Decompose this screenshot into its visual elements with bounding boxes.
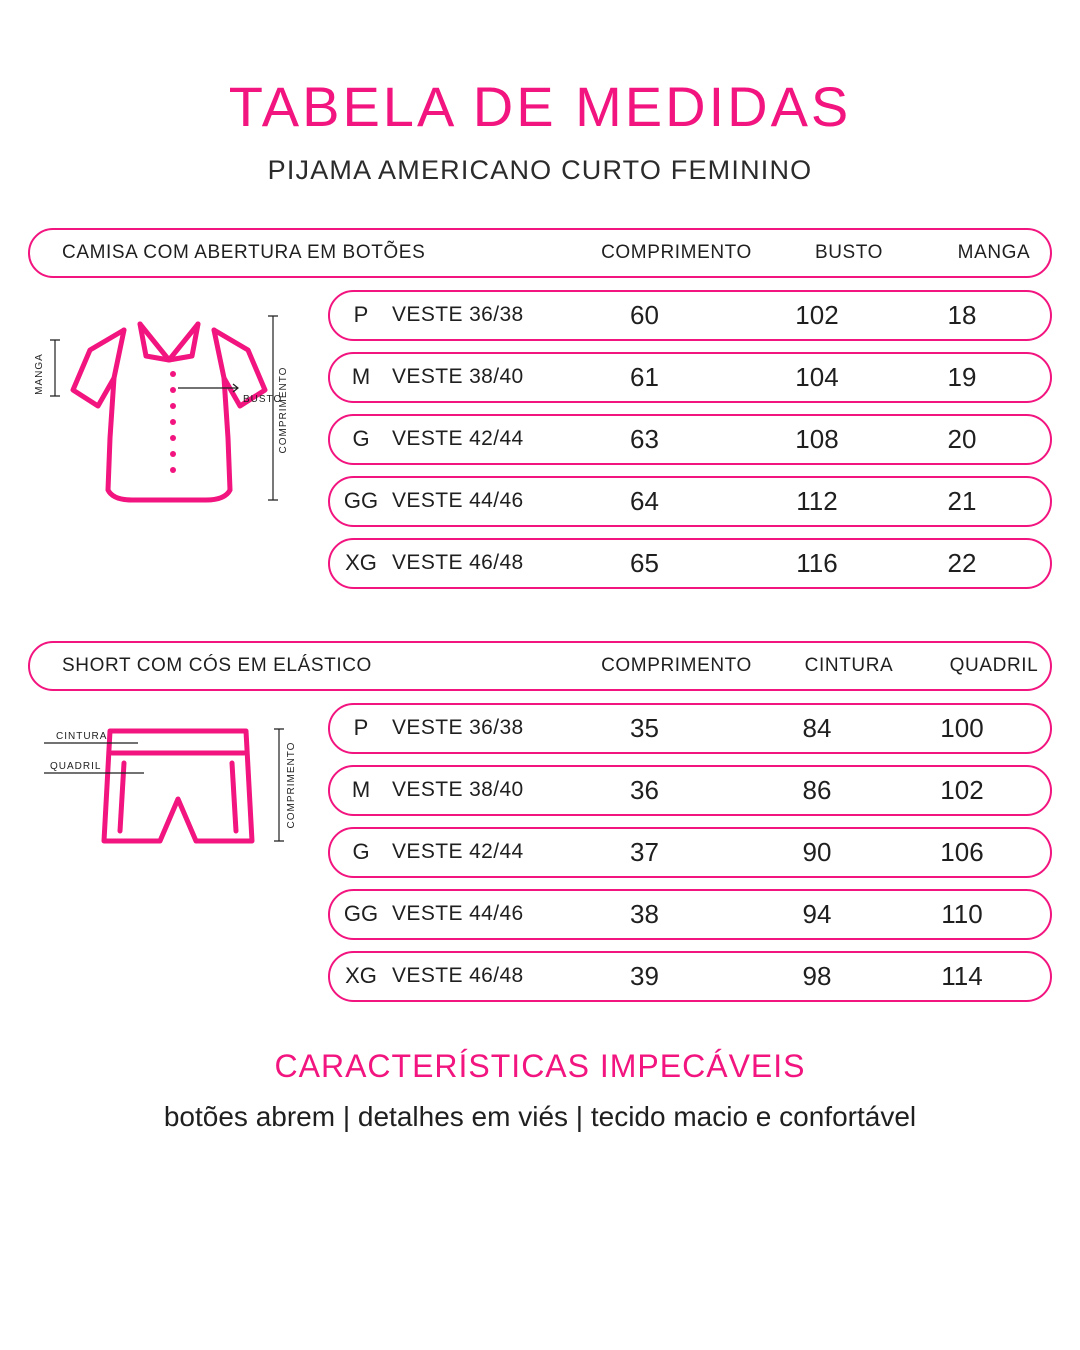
size-label: G — [352, 839, 370, 865]
value-manga: 20 — [947, 423, 977, 454]
value-busto: 108 — [795, 423, 839, 454]
value-busto: 116 — [796, 547, 838, 578]
value-comprimento: 61 — [630, 361, 659, 392]
value-cintura: 90 — [802, 836, 832, 867]
size-label: XG — [345, 550, 377, 576]
value-quadril: 114 — [941, 960, 983, 991]
value-comprimento: 36 — [630, 774, 659, 805]
short-column-cintura: CINTURA — [804, 654, 894, 676]
value-cintura: 98 — [802, 960, 832, 991]
table-row — [328, 765, 1052, 816]
veste-label: VESTE 42/44 — [392, 840, 524, 864]
value-comprimento: 63 — [630, 423, 659, 454]
svg-text:COMPRIMENTO: COMPRIMENTO — [286, 741, 297, 829]
features-subtitle: botões abrem | detalhes em viés | tecido macio e confortável — [163, 1100, 917, 1132]
page-title: TABELA DE MEDIDAS — [228, 75, 852, 138]
shorts-illustration — [28, 691, 328, 1002]
short-column-quadril: QUADRIL — [949, 654, 1039, 676]
veste-label: VESTE 38/40 — [392, 365, 524, 389]
value-comprimento: 39 — [630, 960, 659, 991]
section-camisa — [28, 228, 1052, 589]
veste-label: VESTE 38/40 — [392, 778, 524, 802]
veste-label: VESTE 42/44 — [392, 427, 524, 451]
value-manga: 22 — [947, 547, 977, 578]
value-cintura: 84 — [802, 712, 832, 743]
value-quadril: 110 — [941, 898, 983, 929]
size-label: M — [351, 777, 371, 803]
svg-text:QUADRIL: QUADRIL — [50, 760, 102, 772]
table-row — [328, 951, 1052, 1002]
veste-label: VESTE 36/38 — [392, 716, 524, 740]
svg-text:MANGA: MANGA — [34, 352, 45, 395]
features-footer — [28, 1048, 1052, 1133]
short-rows — [328, 691, 1052, 1002]
short-body — [28, 691, 1052, 1002]
table-row — [328, 414, 1052, 465]
table-row — [328, 538, 1052, 589]
camisa-column-busto: BUSTO — [814, 241, 884, 263]
camisa-rows — [328, 278, 1052, 589]
value-comprimento: 35 — [630, 712, 659, 743]
section-short — [28, 641, 1052, 1002]
short-header-row — [28, 641, 1052, 691]
table-row — [328, 889, 1052, 940]
value-comprimento: 37 — [630, 836, 659, 867]
value-cintura: 94 — [802, 898, 832, 929]
camisa-header-label: CAMISA COM ABERTURA EM BOTÕES — [62, 241, 426, 263]
svg-text:COMPRIMENTO: COMPRIMENTO — [278, 366, 289, 454]
value-quadril: 100 — [940, 712, 984, 743]
camisa-column-comprimento: COMPRIMENTO — [601, 241, 752, 263]
veste-label: VESTE 44/46 — [392, 902, 524, 926]
value-quadril: 102 — [940, 774, 984, 805]
features-title: CARACTERÍSTICAS IMPECÁVEIS — [274, 1047, 806, 1084]
size-label: M — [351, 364, 371, 390]
size-label: GG — [343, 901, 379, 927]
value-manga: 21 — [947, 485, 977, 516]
size-label: GG — [343, 488, 379, 514]
page-header — [28, 0, 1052, 186]
veste-label: VESTE 36/38 — [392, 303, 524, 327]
table-row — [328, 703, 1052, 754]
short-column-comprimento: COMPRIMENTO — [601, 654, 752, 676]
value-manga: 18 — [947, 299, 977, 330]
camisa-header-row — [28, 228, 1052, 278]
camisa-body — [28, 278, 1052, 589]
shirt-illustration — [28, 278, 328, 589]
value-comprimento: 64 — [630, 485, 659, 516]
value-cintura: 86 — [802, 774, 832, 805]
svg-text:CINTURA: CINTURA — [56, 730, 108, 742]
value-comprimento: 60 — [630, 299, 659, 330]
size-label: XG — [345, 963, 377, 989]
size-label: P — [353, 715, 369, 741]
page-subtitle: PIJAMA AMERICANO CURTO FEMININO — [267, 154, 813, 185]
svg-text:BUSTO: BUSTO — [243, 393, 283, 405]
veste-label: VESTE 46/48 — [392, 551, 524, 575]
table-row — [328, 827, 1052, 878]
value-busto: 104 — [795, 361, 839, 392]
value-busto: 102 — [795, 299, 839, 330]
size-label: P — [353, 302, 369, 328]
table-row — [328, 290, 1052, 341]
value-quadril: 106 — [940, 836, 984, 867]
size-label: G — [352, 426, 370, 452]
veste-label: VESTE 44/46 — [392, 489, 524, 513]
table-row — [328, 476, 1052, 527]
value-busto: 112 — [796, 485, 838, 516]
value-manga: 19 — [947, 361, 977, 392]
table-row — [328, 352, 1052, 403]
camisa-column-manga: MANGA — [957, 241, 1031, 263]
value-comprimento: 38 — [630, 898, 659, 929]
value-comprimento: 65 — [630, 547, 659, 578]
short-header-label: SHORT COM CÓS EM ELÁSTICO — [62, 654, 372, 676]
veste-label: VESTE 46/48 — [392, 964, 524, 988]
